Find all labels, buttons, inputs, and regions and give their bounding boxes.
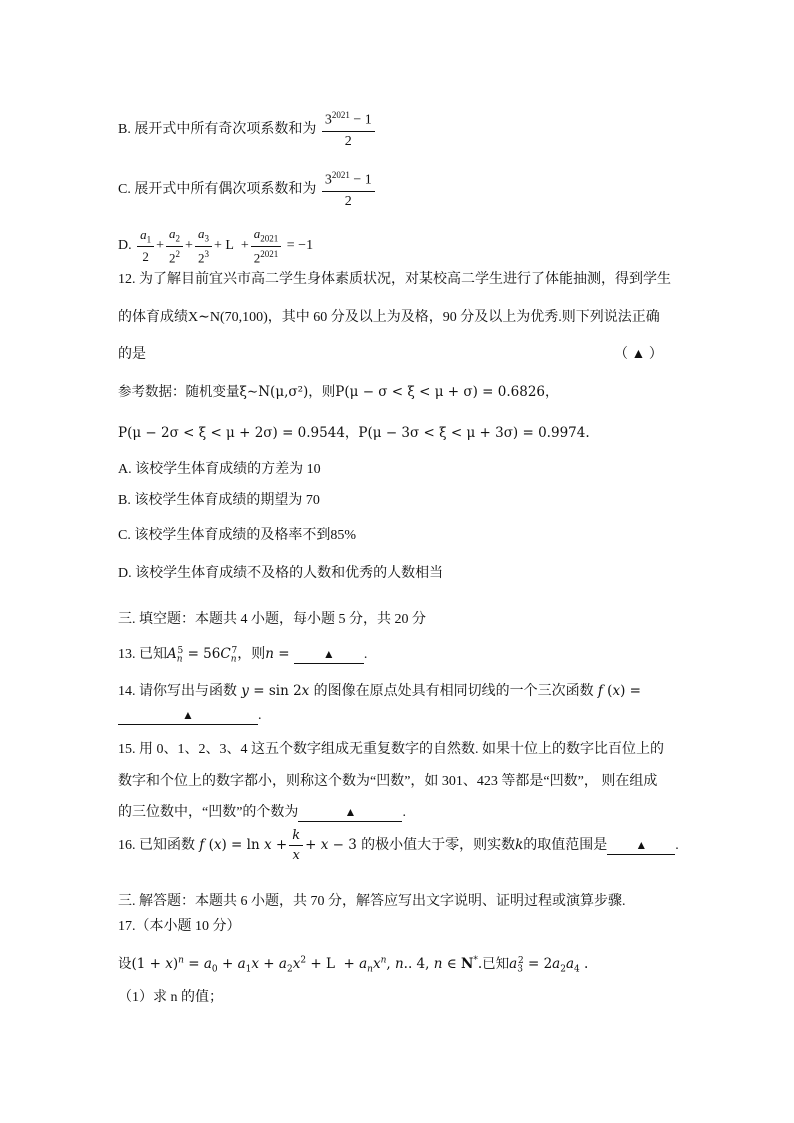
q11-option-c-fraction: $\frac{3^{2021} - 1}{2}$ [322,170,375,210]
q13-formula: $A_n^5 = 56C_n^7$ [167,645,238,665]
q11-option-b [118,110,377,150]
section-fill-in-heading: 三. 填空题：本题共 4 小题，每小题 5 分，共 20 分 [118,612,426,627]
q14-answer-blank: ▲ [118,708,258,725]
q16-function: f (x) = ln x + $\frac{k}{x}$ + x − 3 [199,828,362,863]
q16-prefix: 16. 已知函数 [118,838,195,853]
q12-reference-2: P(μ − 2σ < ξ < μ + 2σ) = 0.9544，P(μ − 3σ < ξ < μ + 3σ) = 0.9974. [118,425,590,441]
q17-formula: 设$(1 + x)^n = a_0 + a_1x + a_2x^2 + L + a_nx^n$, n.. 4, n ∈ N*.已知$a_3^2 = 2a_2a_4$ . [118,955,589,975]
section-solution-heading: 三. 解答题：本题共 6 小题，共 70 分，解答应写出文字说明、证明过程或演算步骤. [118,894,626,909]
q11-option-c [118,170,377,210]
q15-line-3: 的三位数中，“凹数”的个数为 ▲ . [118,805,406,820]
q14-answer-line: ▲ . [118,708,262,725]
q15-answer-blank: ▲ [298,805,402,822]
q12-answer-blank: （ ▲ ） [614,347,663,362]
q16: 16. 已知函数 f (x) = ln x + $\frac{k}{x}$ + x − 3 的极小值大于零，则实数k的取值范围是 ▲ . [118,828,679,863]
q12-line-2: 的体育成绩X∼N(70,100)，其中 60 分及以上为及格，90 分及以上为优秀.则下列说法正确 [118,310,660,325]
q12-option-c: C. 该校学生体育成绩的及格率不到85% [118,528,356,543]
q11-option-b-text: B. 展开式中所有奇次项系数和为 [118,122,317,138]
q12-reference-1: 参考数据：随机变量ξ∼N(μ,σ²)，则P(μ − σ < ξ < μ + σ) = 0.6826， [118,384,559,400]
q13: 13. 已知$A_n^5 = 56C_n^7$，则n = ▲ . [118,645,368,665]
q11-option-d-label: D. [118,238,132,254]
q12-line-3: 的是 [118,347,146,362]
q12-option-b: B. 该校学生体育成绩的期望为 70 [118,493,320,508]
q11-option-d-term-last: $\frac{a_{2021}}{2^{2021}}$ [251,226,282,266]
q11-option-b-fraction: $\frac{3^{2021} - 1}{2}$ [322,110,375,150]
q16-answer-blank: ▲ [607,838,675,855]
q15-line-1: 15. 用 0、1、2、3、4 这五个数字组成无重复数字的自然数. 如果十位上的数字比百位上的 [118,742,664,757]
q11-option-d-term2: $\frac{a_2}{2^2}$ [166,226,183,266]
q13-answer-blank: ▲ [294,647,364,664]
q12-line-1: 12. 为了解目前宜兴市高二学生身体素质状况，对某校高二学生进行了体能抽测，得到学生 [118,272,671,287]
q11-option-d-tail: = −1 [286,238,314,254]
q15-line-2: 数字和个位上的数字都小，则称这个数为“凹数”，如 301、423 等都是“凹数”， 则在组成 [118,774,658,789]
q16-mid: 的极小值大于零，则实数 [361,838,516,853]
q11-option-d: D. $\frac{a_1}{2}$ + $\frac{a_2}{2^2}$ + $\frac{a_3}{2^3}$ + L + $\frac{a_{2021}}{2^{2021}}$ = −1 [118,226,314,265]
q14: 14. 请你写出与函数 y = sin 2x 的图像在原点处具有相同切线的一个三次函数 f (x) = [118,683,641,699]
q13-prefix: 13. 已知 [118,647,167,662]
q11-option-c-text: C. 展开式中所有偶次项系数和为 [118,182,317,198]
q12-option-d: D. 该校学生体育成绩不及格的人数和优秀的人数相当 [118,566,444,581]
q14-prefix: 14. 请你写出与函数 [118,684,237,699]
q11-option-d-term1: $\frac{a_1}{2}$ [137,227,154,266]
q17-part-1: （1）求 n 的值； [118,990,223,1005]
q17-title: 17.（本小题 10 分） [118,919,241,934]
q14-function: y = sin 2x [241,683,310,699]
q11-option-d-term3: $\frac{a_3}{2^3}$ [195,226,212,266]
q14-mid: 的图像在原点处具有相同切线的一个三次函数 [313,684,594,699]
q13-mid: ，则 [237,647,266,662]
q12-option-a: A. 该校学生体育成绩的方差为 10 [118,462,321,477]
